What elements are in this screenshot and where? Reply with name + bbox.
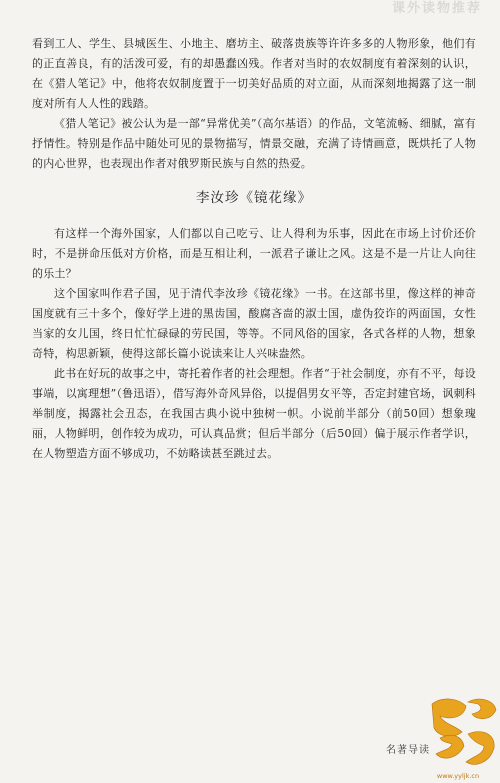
page-header-ghost: 课外读物推荐 bbox=[391, 1, 482, 16]
watermark-url: www.yyljk.cn bbox=[436, 772, 480, 780]
paragraph-hunter-notes-2: 《猎人笔记》被公认为是一部“异常优美”（高尔基语）的作品，文笔流畅、细腻，富有抒情性。特别是作品中随处可见的景物描写，情景交融，充满了诗情画意，既烘托了人物的内心世界，也表现出作者对俄罗斯民族与自然的热爱。 bbox=[32, 117, 476, 170]
paragraph-jinghuayuan-2: 这个国家叫作君子国，见于清代李汝珍《镜花缘》一书。在这部书里，像这样的神奇国度就有三十多个，像好学上进的黑齿国，酸腐吝啬的淑士国，虚伪狡诈的两面国，女性当家的女儿国，终日忙忙碌碌的劳民国，等等。不同风俗的国家，各式各样的人物，想象奇特，构思新颖，使得这部长篇小说读来让人兴味盎然。 bbox=[32, 287, 476, 360]
footer-label: 名著导读 bbox=[386, 745, 430, 756]
paragraph-hunter-notes-1: 看到工人、学生、县城医生、小地主、磨坊主、破落贵族等许许多多的人物形象，他们有的正直善良，有的活泼可爱，有的却愚蠢凶残。作者对当时的农奴制度有着深刻的认识，在《猎人笔记》中，他将农奴制度置于一切美好品质的对立面，从而深刻地揭露了这一制度对所有人人性的践踏。 bbox=[32, 37, 476, 110]
page-content bbox=[32, 34, 476, 464]
watermark-logo bbox=[428, 692, 500, 783]
paragraph-jinghuayuan-3: 此书在好玩的故事之中，寄托着作者的社会理想。作者“于社会制度，亦有不平，每设事端，以寓理想”（鲁迅语），借写海外奇风异俗，以提倡男女平等，否定封建官场，讽刺科举制度，揭露社会丑态，在我国古典小说中独树一帜。小说前半部分（前50回）想象瑰丽，人物鲜明，创作较为成功，可认真品赏；但后半部分（后50回）偏于展示作者学识，在人物塑造方面不够成功，不妨略读甚至跳过去。 bbox=[32, 367, 476, 460]
section-title: 李汝珍《镜花缘》 bbox=[196, 190, 312, 206]
paragraph-jinghuayuan-1: 有这样一个海外国家，人们都以自己吃亏、让人得利为乐事，因此在市场上讨价还价时，不是拼命压低对方价格，而是互相让利，一派君子谦让之风。这是不是一片让人向往的乐土？ bbox=[32, 227, 476, 280]
